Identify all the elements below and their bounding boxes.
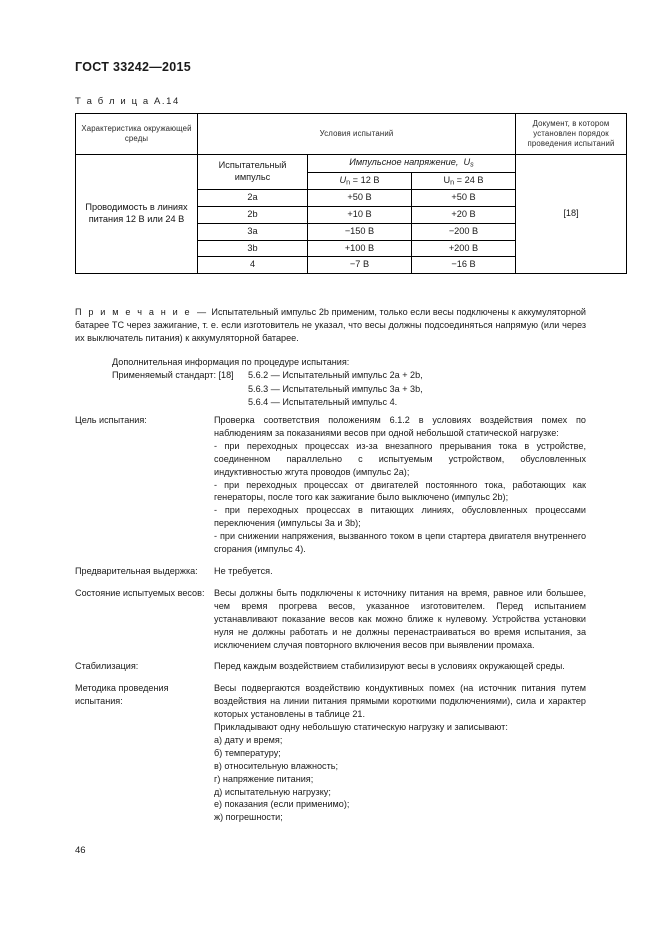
- table-header-row-2: [76, 154, 627, 172]
- standard-header: ГОСТ 33242—2015: [75, 60, 192, 74]
- section-body: [214, 587, 586, 652]
- section-paragraph: Весы должны быть подключены к источнику питания на время, равное или большее, чем время прогрева весов, указанное изготовителем. Перед испытанием устанавливают показание весов как можно ближе к нулевому. Устройства установки нуля не должны работать и не должны перенастраиваться во время испытания, за исключением случая повторного включения весов при выявлении промаха.: [214, 587, 586, 650]
- list-item: д) испытательную нагрузку;: [214, 786, 331, 797]
- header-pulse-voltage-text: Импульсное напряжение,: [349, 156, 459, 167]
- header-test-conditions: Условия испытаний: [198, 114, 516, 155]
- section-stabilization: [75, 660, 586, 673]
- section-preconditioning: [75, 565, 586, 578]
- additional-info-title: Дополнительная информация по процедуре испытания:: [112, 357, 350, 367]
- note-text: Испытательный импульс 2b применим, только если весы подключены к аккумуляторной батарее ТС через зажигание, т. е. если изготовитель не указал, что весы должны подсоединяться напрямую (или через их выключатель питания) к аккумуляторной батарее.: [75, 307, 587, 343]
- section-paragraph: - при снижении напряжения, вызванного током в цепи стартера двигателя внутреннего сгорания (импульс 4).: [214, 531, 586, 555]
- additional-info: [112, 356, 586, 410]
- section-paragraph: - при переходных процессах из-за внезапного прерывания тока в устройстве, соединенном параллельно с испытуемым устройством, обусловленных индуктивностью жгута проводов (импульс 2a);: [214, 440, 586, 477]
- page-number: 46: [75, 845, 86, 856]
- section-label: Методика проведения испытания:: [75, 683, 169, 707]
- header-pulse-voltage: [308, 154, 516, 172]
- list-item: б) температуру;: [214, 747, 281, 758]
- table-note: [75, 306, 586, 345]
- section-paragraph: Не требуется.: [214, 565, 273, 576]
- sections-list: [75, 414, 586, 833]
- cell-pulse: 2a: [198, 190, 308, 207]
- section-paragraph: Проверка соответствия положениям 6.1.2 в условиях воздействия помех по наблюдениям за показаниями весов при одной небольшой статической нагрузке:: [214, 415, 586, 438]
- list-item: в) относительную влажность;: [214, 760, 339, 771]
- cell-v24: +50 В: [412, 190, 516, 207]
- header-document: Документ, в котором установлен порядок проведения испытаний: [516, 114, 627, 155]
- note-label: П р и м е ч а н и е: [75, 307, 192, 317]
- cell-pulse: 3b: [198, 240, 308, 257]
- cell-v24: −16 В: [412, 257, 516, 274]
- section-paragraph: Перед каждым воздействием стабилизируют весы в условиях окружающей среды.: [214, 661, 565, 672]
- list-item: е) показания (если применимо);: [214, 799, 350, 810]
- section-test-procedure: [75, 682, 586, 824]
- section-label: Цель испытания:: [75, 415, 147, 425]
- additional-info-row: [112, 369, 586, 382]
- cell-v24: +20 В: [412, 207, 516, 224]
- list-item: ж) погрешности;: [214, 812, 283, 823]
- section-instrument-state: [75, 587, 586, 652]
- table-a14: [75, 113, 627, 274]
- section-paragraph: - при переходных процессах в питающих линиях, обусловленных процессами переключения (импульсы 3a и 3b);: [214, 505, 586, 529]
- cell-v24: −200 В: [412, 223, 516, 240]
- list-item: г) напряжение питания;: [214, 773, 314, 784]
- section-label: Состояние испытуемых весов:: [75, 587, 205, 598]
- note-dash: —: [191, 307, 212, 317]
- clause-3: 5.6.4 — Испытательный импульс 4.: [248, 397, 398, 408]
- clause-2: 5.6.3 — Испытательный импульс 3a + 3b,: [248, 383, 423, 394]
- section-paragraph: - при переходных процессах от двигателей постоянного тока, работающих как генераторы, после того как зажигание было выключено (импульс 2b);: [214, 479, 586, 503]
- section-body: [214, 414, 586, 556]
- table-a14-wrapper: [75, 113, 615, 274]
- additional-info-row: [112, 383, 586, 396]
- section-body: [214, 565, 586, 578]
- additional-info-row: [112, 396, 586, 409]
- section-body: [214, 682, 586, 824]
- applied-standard-label: Применяемый стандарт: [18]: [112, 370, 234, 381]
- cell-row-label: Проводимость в линиях питания 12 В или 24 В: [76, 154, 198, 273]
- section-test-purpose: [75, 414, 586, 556]
- clause-1: 5.6.2 — Испытательный импульс 2a + 2b,: [248, 370, 423, 381]
- section-paragraph: Прикладывают одну небольшую статическую нагрузку и записывают:: [214, 722, 508, 733]
- cell-v12: +10 В: [308, 207, 412, 224]
- cell-doc-ref: [18]: [516, 154, 627, 273]
- cell-v12: +50 В: [308, 190, 412, 207]
- cell-pulse: 2b: [198, 207, 308, 224]
- header-environment: Характеристика окружающей среды: [76, 114, 198, 155]
- header-un-24: $U_n = 24$ В: [412, 172, 516, 190]
- header-un-12: $U_n = 12$ В: [308, 172, 412, 190]
- section-label: Предварительная выдержка:: [75, 565, 198, 576]
- header-test-pulse: Испытательный импульс: [198, 154, 308, 190]
- cell-pulse: 4: [198, 257, 308, 274]
- section-paragraph: Весы подвергаются воздействию кондуктивных помех (на источник питания путем воздействия на линии питания прямыми короткими подключениями), сила и характер которых установлены в таблице 21.: [214, 683, 586, 720]
- cell-pulse: 3a: [198, 223, 308, 240]
- table-header-row-1: [76, 114, 627, 155]
- cell-v12: +100 В: [308, 240, 412, 257]
- header-pulse-voltage-symbol: $U_s$: [460, 156, 474, 169]
- section-body: [214, 660, 586, 673]
- table-caption: Т а б л и ц а А.14: [75, 96, 180, 107]
- list-item: а) дату и время;: [214, 734, 283, 745]
- cell-v12: −7 В: [308, 257, 412, 274]
- section-label: Стабилизация:: [75, 661, 139, 672]
- cell-v24: +200 В: [412, 240, 516, 257]
- cell-v12: −150 В: [308, 223, 412, 240]
